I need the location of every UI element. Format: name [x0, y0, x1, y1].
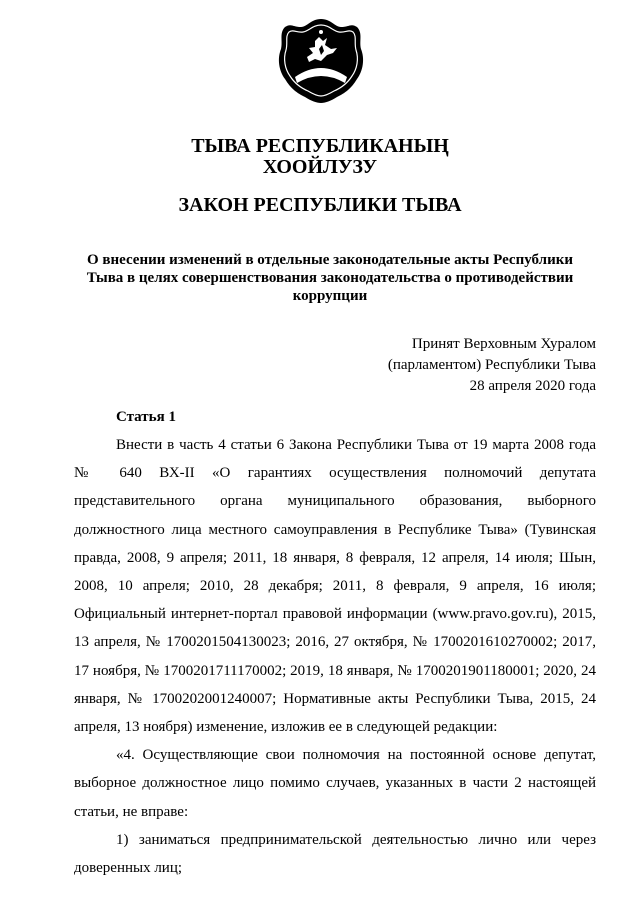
- adoption-date: 28 апреля 2020 года: [469, 378, 596, 394]
- coat-of-arms-emblem: [275, 15, 367, 107]
- law-title: О внесении изменений в отдельные законодательные акты Республики Тыва в целях совершенствования законодательства о противодействии коррупции: [86, 252, 574, 304]
- body-paragraph: Внести в часть 4 статьи 6 Закона Республики Тыва от 19 марта 2008 года № 640 ВХ-II «О гарантиях осуществления полномочий депутата представительного органа муниципального образования, выборного должностного лица местного самоуправления в Республике Тыва» (Тувинская правда, 2008, 9 апреля; 2011, 18 января, 8 февраля, 12 апреля, 14 июля; Шын, 2008, 10 апреля; 2010, 28 декабря; 2011, 8 февраля, 9 апреля, 16 июля; Официальный интернет-портал правовой информации (www.pravo.gov.ru), 2015, 13 апреля, № 1700201504130023; 2016, 27 октября, № 1700201610270002; 2017, 17 ноября, № 1700201711170002; 2019, 18 января, № 1700201901180001; 2020, 24 января, № 1700202001240007; Нормативные акты Республики Тыва, 2015, 24 апреля, 13 ноября) изменение, изложив ее в следующей редакции:: [74, 437, 596, 736]
- article-body: [74, 431, 596, 882]
- article-heading: Статья 1: [116, 409, 176, 425]
- body-paragraph: «4. Осуществляющие свои полномочия на постоянной основе депутат, выборное должностное лицо помимо случаев, указанных в части 2 настоящей статьи, не вправе:: [74, 747, 596, 820]
- adoption-block: [388, 334, 596, 397]
- adoption-line-1: Принят Верховным Хуралом: [411, 336, 596, 352]
- issuer-line-1: ТЫВА РЕСПУБЛИКАНЫҢ: [191, 135, 449, 157]
- body-paragraph: 1) заниматься предпринимательской деятельностью лично или через доверенных лиц;: [74, 831, 596, 877]
- document-type-heading: ЗАКОН РЕСПУБЛИКИ ТЫВА: [178, 194, 462, 216]
- adoption-line-2: (парламентом) Республики Тыва: [387, 357, 596, 373]
- issuer-line-2: ХООЙЛУЗУ: [262, 156, 378, 178]
- tuva-coat-of-arms-icon: [275, 15, 367, 107]
